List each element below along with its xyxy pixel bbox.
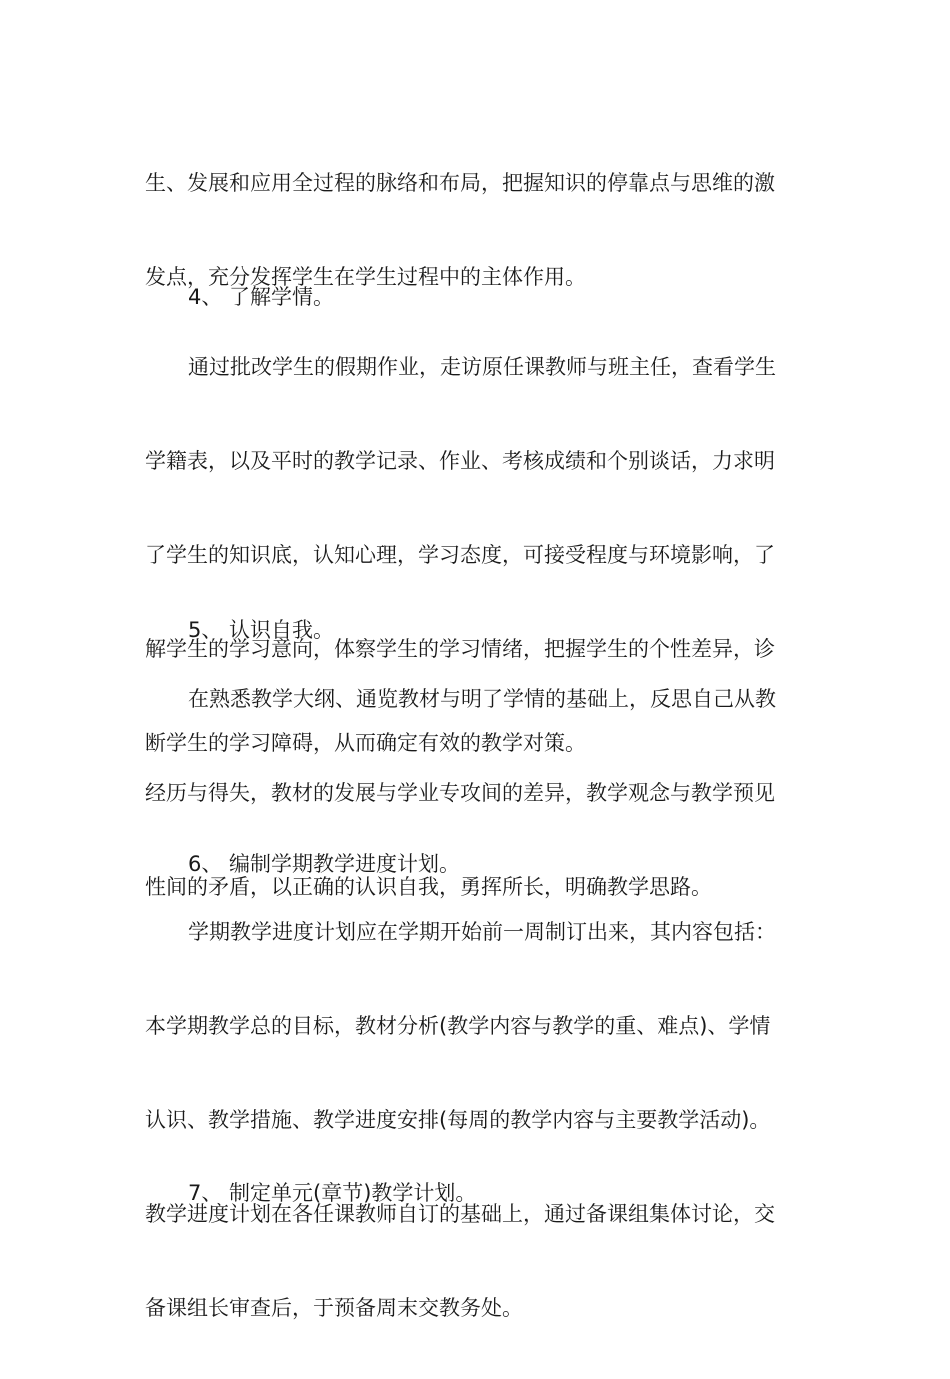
text-line: 认识、教学措施、教学进度安排(每周的教学内容与主要教学活动)。 xyxy=(145,1108,771,1132)
heading-text: 6、 编制学期教学进度计划。 xyxy=(188,852,461,876)
text-line: 教学进度计划在各任课教师自订的基础上，通过备课组集体讨论，交 xyxy=(145,1202,775,1226)
text-line: 经历与得失，教材的发展与学业专攻间的差异，教学观念与教学预见 xyxy=(145,781,775,805)
heading-text: 7、 制定单元(章节)教学计划。 xyxy=(188,1181,477,1205)
text-line: 断学生的学习障碍，从而确定有效的教学对策。 xyxy=(145,731,586,755)
text-line: 解学生的学习意向，体察学生的学习情绪，把握学生的个性差异，诊 xyxy=(145,637,775,661)
text-line: 通过批改学生的假期作业，走访原任课教师与班主任，查看学生 xyxy=(188,355,776,379)
section-heading-7 xyxy=(145,1123,815,1264)
text-line: 生、发展和应用全过程的脉络和布局，把握知识的停靠点与思维的激 xyxy=(145,171,775,195)
text-line: 学籍表，以及平时的教学记录、作业、考核成绩和个别谈话，力求明 xyxy=(145,449,775,473)
text-line: 学期教学进度计划应在学期开始前一周制订出来，其内容包括： xyxy=(188,920,776,944)
text-line: 在熟悉教学大纲、通览教材与明了学情的基础上，反思自己从教 xyxy=(188,687,776,711)
text-line: 了学生的知识底，认知心理，学习态度，可接受程度与环境影响，了 xyxy=(145,543,775,567)
paragraph-6 xyxy=(145,862,815,1379)
heading-text: 4、 了解学情。 xyxy=(188,285,335,309)
text-line: 发点，充分发挥学生在学生过程中的主体作用。 xyxy=(145,265,586,289)
text-line: 备课组长审查后，于预备周末交教务处。 xyxy=(145,1296,523,1320)
heading-text: 5、 认识自我。 xyxy=(188,618,335,642)
text-line: 本学期教学总的目标，教材分析(教学内容与教学的重、难点)、学情 xyxy=(145,1014,771,1038)
text-line: 性间的矛盾，以正确的认识自我，勇挥所长，明确教学思路。 xyxy=(145,875,712,899)
